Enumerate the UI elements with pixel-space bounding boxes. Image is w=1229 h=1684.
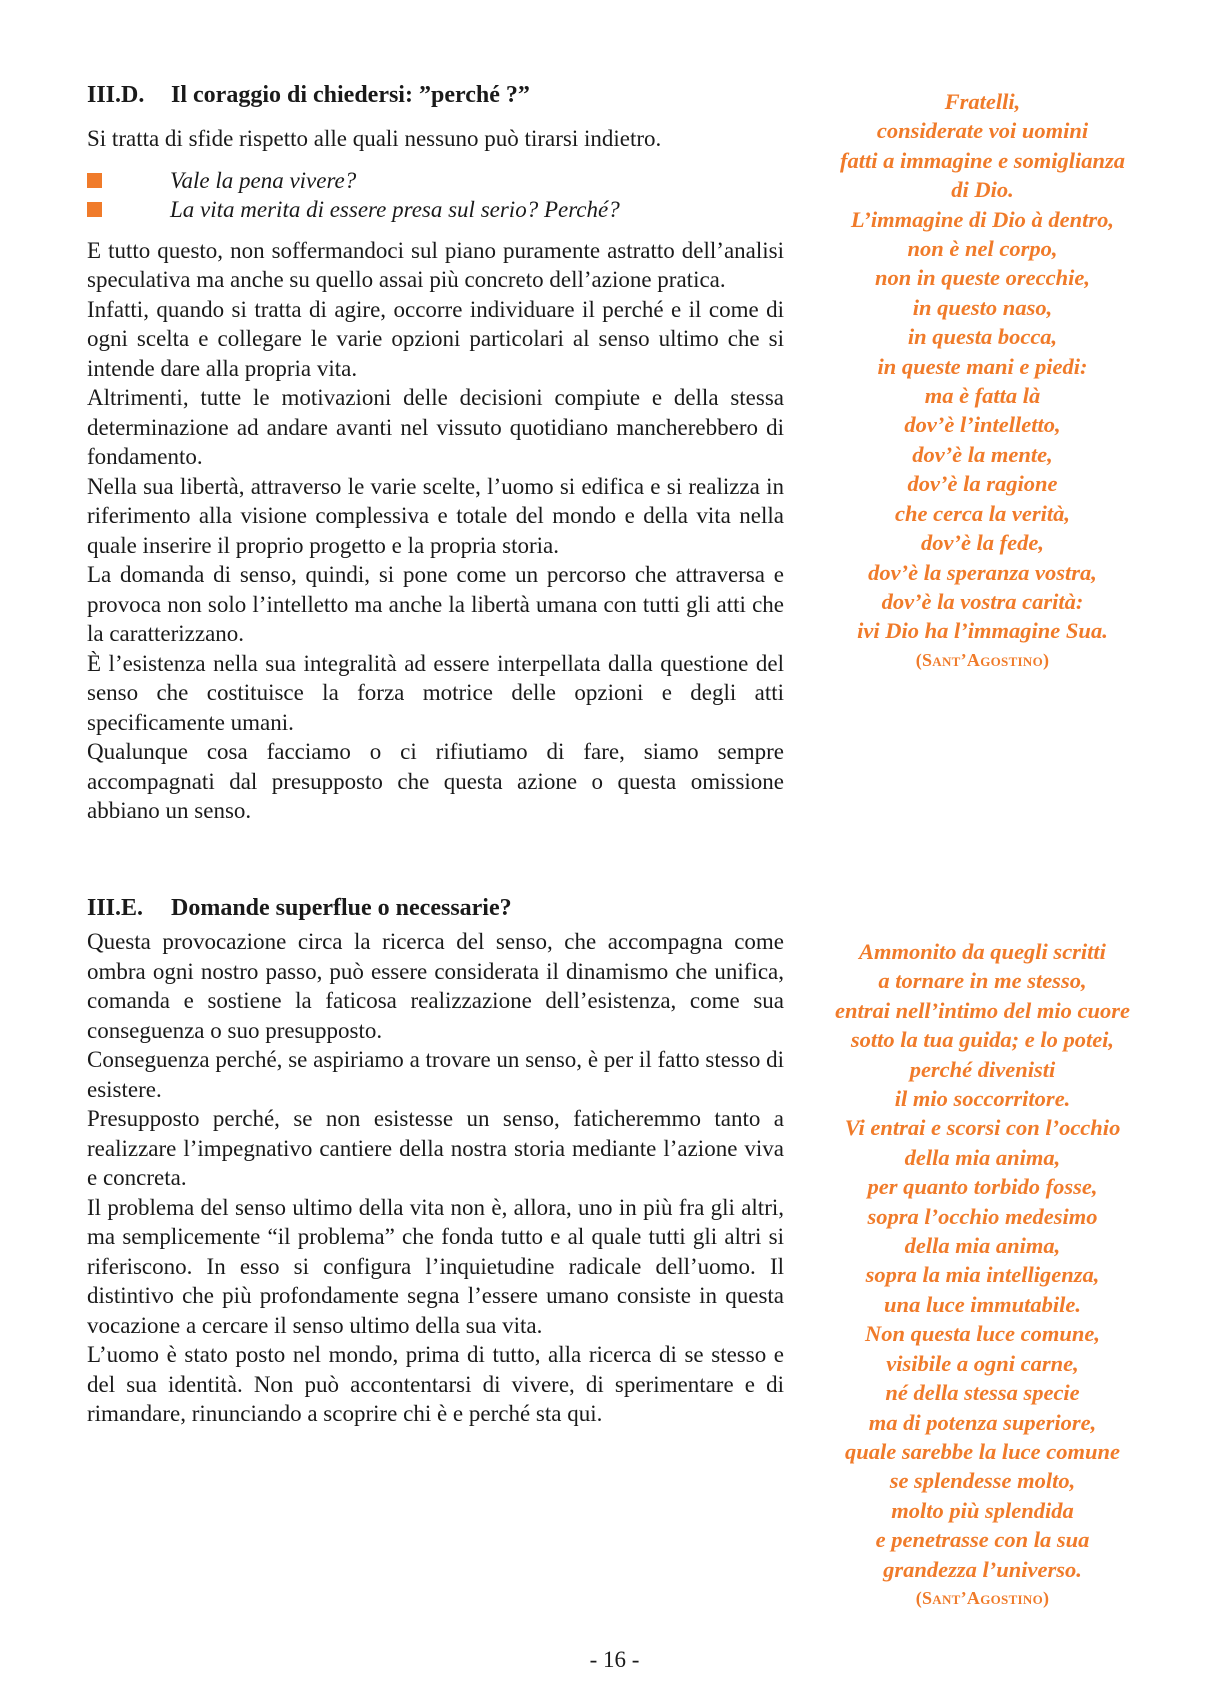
quote-line: per quanto torbido fosse,: [867, 1174, 1098, 1200]
quote-line: Fratelli,: [944, 89, 1021, 114]
quote-line: L’immagine di Dio à dentro,: [850, 206, 1115, 232]
quote-line: Non questa luce comune,: [864, 1321, 1100, 1347]
quote-line: in queste mani e piedi:: [877, 353, 1088, 379]
paragraph: Presupposto perché, se non esistesse un senso, faticheremmo tanto a realizzare l’impegnativo cantiere della nostra storia mediante l’azione viva e concreta.: [87, 1106, 784, 1190]
list-item-text: Vale la pena vivere?: [170, 167, 357, 193]
quote-line: in questa bocca,: [907, 324, 1058, 350]
paragraph: E tutto questo, non soffermandoci sul piano puramente astratto dell’analisi speculativa ma anche su quello assai più concreto dell’azione pratica.: [87, 237, 784, 292]
lead-paragraph: Si tratta di sfide rispetto alle quali nessuno può tirarsi indietro.: [87, 126, 662, 151]
paragraph: L’uomo è stato posto nel mondo, prima di tutto, alla ricerca di se stesso e del sua identità. Non può accontentarsi di vivere, di sperimentare e di rimandare, rinunciando a scoprire chi è e perché sta qui.: [87, 1342, 784, 1426]
section-title: Il coraggio di chiedersi: ”perché ?”: [171, 82, 530, 108]
quote-line: perché divenisti: [909, 1056, 1056, 1082]
quote-author: (Sant’Agostino): [915, 649, 1050, 670]
list-item-text: La vita merita di essere presa sul serio? Perché?: [170, 196, 620, 222]
quote-line: dov’è la ragione: [907, 471, 1058, 497]
section-number: III.E.: [87, 895, 144, 921]
quote-line: di Dio.: [951, 177, 1014, 203]
quote-line: della mia anima,: [904, 1144, 1061, 1170]
list-item: [87, 195, 784, 224]
quote-line: fatti a immagine e somiglianza: [839, 147, 1126, 173]
page-number: - 16 -: [589, 1647, 640, 1672]
quote-line: non è nel corpo,: [907, 236, 1058, 262]
paragraph: Qualunque cosa facciamo o ci rifiutiamo di fare, siamo sempre accompagnati dal presupposto che questa azione o questa omissione abbiano un senso.: [87, 739, 784, 823]
quote-line: che cerca la verità,: [895, 500, 1070, 526]
quote-line: una luce immutabile.: [884, 1291, 1081, 1317]
quote-line: il mio soccorritore.: [894, 1086, 1071, 1112]
quote-line: sopra la mia intelligenza,: [865, 1262, 1100, 1288]
paragraph: Conseguenza perché, se aspiriamo a trovare un senso, è per il fatto stesso di esistere.: [87, 1047, 784, 1102]
paragraph: Nella sua libertà, attraverso le varie scelte, l’uomo si edifica e si realizza in riferimento alla visione complessiva e totale del mondo e della vita nella quale inserire il proprio progetto e la propria storia.: [87, 473, 784, 558]
list-item: [87, 166, 784, 195]
quote-line: in questo naso,: [912, 294, 1053, 320]
paragraph: Questa provocazione circa la ricerca del senso, che accompagna come ombra ogni nostro passo, può essere considerata il dinamismo che unifica, comanda e sostiene la faticosa realizzazione dell’esistenza, come sua conseguenza o suo presupposto.: [87, 929, 784, 1043]
quote-author: (Sant’Agostino): [915, 1587, 1050, 1608]
quote-line: considerate voi uomini: [876, 118, 1089, 144]
quote-line: e penetrasse con la sua: [875, 1527, 1090, 1553]
quote-line: se splendesse molto,: [889, 1468, 1076, 1494]
section-title: Domande superflue o necessarie?: [171, 895, 512, 921]
quote-line: Ammonito da quegli scritti: [859, 939, 1106, 964]
question-list: [87, 166, 784, 224]
quote-line: visibile a ogni carne,: [886, 1350, 1079, 1376]
quote-line: quale sarebbe la luce comune: [845, 1438, 1120, 1464]
section-iii-d: [87, 80, 784, 826]
quote-line: molto più splendida: [891, 1497, 1074, 1523]
section-iii-e: [87, 893, 784, 1429]
quote-line: ivi Dio ha l’immagine Sua.: [857, 618, 1108, 644]
quote-line: della mia anima,: [904, 1233, 1061, 1259]
body-text: [87, 236, 784, 826]
paragraph: Infatti, quando si tratta di agire, occorre individuare il perché e il come di ogni scelta e collegare le varie opzioni particolari al senso ultimo che si intende dare alla propria vita.: [87, 296, 784, 381]
quote-line: non in queste orecchie,: [874, 265, 1090, 291]
quote-line: dov’è la fede,: [920, 530, 1045, 556]
quote-line: sopra l’occhio medesimo: [867, 1203, 1098, 1229]
quote-line: sotto la tua guida; e lo potei,: [850, 1027, 1115, 1053]
section-heading: [87, 893, 784, 923]
paragraph: La domanda di senso, quindi, si pone come un percorso che attraversa e provoca non solo l’intelletto ma anche la libertà umana con tutti gli atti che la caratterizzano.: [87, 562, 784, 646]
paragraph: È l’esistenza nella sua integralità ad essere interpellata dalla questione del senso che costituisce la forza motrice delle opzioni e degli atti specificamente umani.: [87, 650, 784, 735]
paragraph: Altrimenti, tutte le motivazioni delle decisioni compiute e della stessa determinazione ad andare avanti nel vissuto quotidiano mancherebbero di fondamento.: [87, 385, 784, 469]
quote-line: né della stessa specie: [885, 1380, 1080, 1406]
section-number: III.D.: [87, 82, 145, 108]
square-bullet-icon: [87, 202, 102, 217]
quote-line: ma di potenza superiore,: [868, 1409, 1097, 1435]
paragraph: Il problema del senso ultimo della vita non è, allora, uno in più fra gli altri, ma semplicemente “il problema” che fonda tutto e al quale tutti gli altri si riferiscono. In esso si configura l’inquietudine radicale dell’uomo. Il distintivo che più profondamente segna l’essere umano consiste in questa vocazione a cercare il senso ultimo della sua vita.: [87, 1194, 784, 1338]
quote-line: dov’è l’intelletto,: [904, 412, 1061, 438]
side-quote-augustine-1: [805, 87, 1160, 674]
quote-line: dov’è la vostra carità:: [881, 588, 1084, 614]
quote-line: dov’è la mente,: [912, 441, 1053, 467]
section-heading: [87, 80, 784, 110]
side-quote-augustine-2: [805, 937, 1160, 1612]
quote-line: Vi entrai e scorsi con l’occhio: [844, 1115, 1121, 1141]
body-text: [87, 927, 784, 1429]
quote-line: entrai nell’intimo del mio cuore: [834, 997, 1130, 1023]
quote-line: grandezza l’universo.: [883, 1556, 1082, 1582]
quote-line: ma è fatta là: [924, 383, 1041, 409]
quote-line: a tornare in me stesso,: [878, 968, 1087, 994]
square-bullet-icon: [87, 173, 102, 188]
quote-line: dov’è la speranza vostra,: [868, 559, 1097, 585]
